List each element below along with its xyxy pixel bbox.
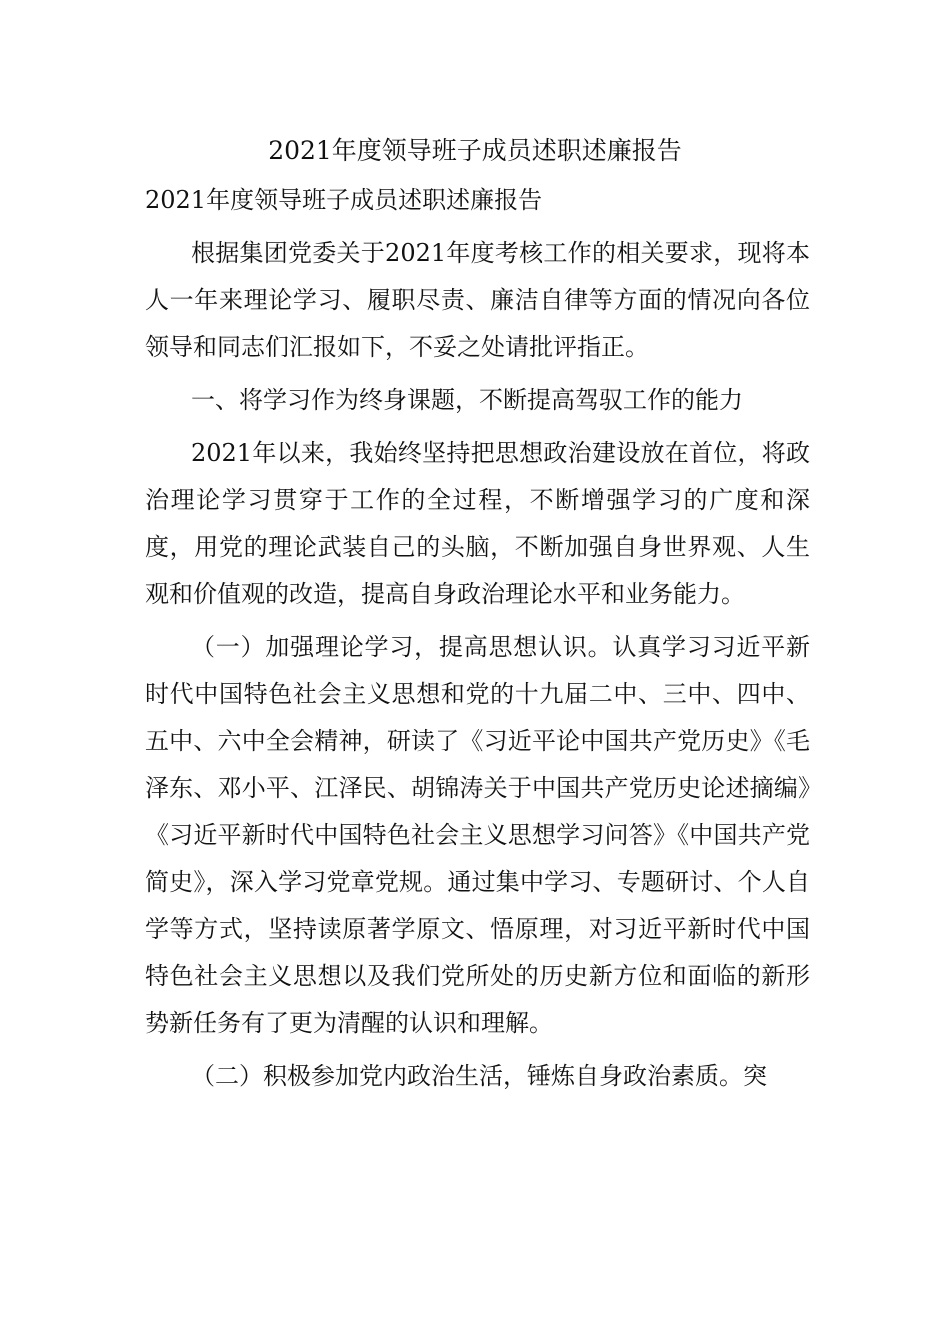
document-body	[145, 177, 810, 1106]
document-title: 2021年度领导班子成员述职述廉报告	[268, 136, 682, 165]
body-paragraph: （一）加强理论学习，提高思想认识。认真学习习近平新时代中国特色社会主义思想和党的十九届二中、三中、四中、五中、六中全会精神，研读了《习近平论中国共产党历史》《毛泽东、邓小平、江泽民、胡锦涛关于中国共产党历史论述摘编》《习近平新时代中国特色社会主义思想学习问答》《中国共产党简史》，深入学习党章党规。通过集中学习、专题研讨、个人自学等方式，坚持读原著学原文、悟原理，对习近平新时代中国特色社会主义思想以及我们党所处的历史新方位和面临的新形势新任务有了更为清醒的认识和理解。	[145, 633, 810, 1037]
intro-paragraph: 根据集团党委关于2021年度考核工作的相关要求，现将本人一年来理论学习、履职尽责、廉洁自律等方面的情况向各位领导和同志们汇报如下，不妥之处请批评指正。	[145, 239, 810, 361]
section-heading-1: 一、将学习作为终身课题，不断提高驾驭工作的能力	[191, 386, 743, 414]
body-paragraph: （二）积极参加党内政治生活，锤炼自身政治素质。突	[191, 1062, 767, 1090]
body-paragraph: 2021年以来，我始终坚持把思想政治建设放在首位，将政治理论学习贯穿于工作的全过程，不断增强学习的广度和深度，用党的理论武装自己的头脑，不断加强自身世界观、人生观和价值观的改造，提高自身政治理论水平和业务能力。	[145, 439, 810, 608]
subtitle-paragraph: 2021年度领导班子成员述职述廉报告	[145, 186, 543, 214]
